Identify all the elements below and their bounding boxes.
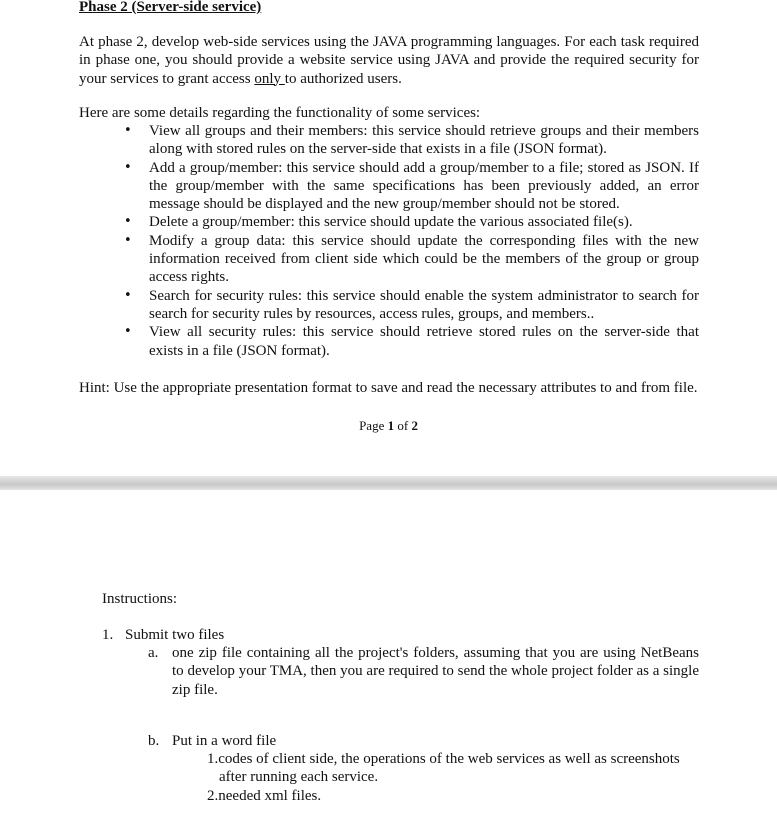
bullet-icon: • bbox=[124, 324, 132, 340]
list-item bbox=[118, 323, 699, 360]
page-word: Page bbox=[359, 418, 385, 433]
bullet-icon: • bbox=[124, 123, 132, 138]
list-item bbox=[118, 232, 699, 287]
hint-paragraph: Hint: Use the appropriate presentation format to save and read the necessary attributes to and from file. bbox=[79, 380, 698, 396]
document-page-2 bbox=[0, 490, 777, 822]
underlined-word: only bbox=[254, 70, 285, 87]
nested-item-text: 1.codes of client side, the operations of the web services as well as screenshots after running each service. bbox=[207, 751, 680, 786]
list-item-text: View all security rules: this service should retrieve stored rules on the server-side that exists in a file (JSON format). bbox=[149, 324, 699, 359]
sub-item-text: one zip file containing all the project's folders, assuming that you are using NetBeans to develop your TMA, then you are required to send the whole project folder as a single zip file. bbox=[172, 645, 699, 698]
nested-item-2: 2.needed xml files. bbox=[207, 788, 322, 804]
list-item bbox=[118, 287, 699, 324]
details-intro: Here are some details regarding the functionality of some services: bbox=[79, 105, 481, 121]
section-heading: Phase 2 (Server-side service) bbox=[79, 0, 262, 15]
sub-item-label: a. bbox=[148, 645, 159, 661]
list-item bbox=[118, 122, 699, 159]
services-list bbox=[118, 122, 699, 360]
list-item-text: Search for security rules: this service should enable the system administrator to search for search for security rules by resources, access rules, groups, and members.. bbox=[149, 287, 699, 322]
nested-item-1 bbox=[207, 750, 699, 787]
page-current: 1 bbox=[387, 418, 395, 433]
page-separator bbox=[0, 476, 777, 490]
instructions-title: Instructions: bbox=[102, 591, 177, 607]
page-of: of bbox=[397, 418, 409, 433]
paragraph-text: At phase 2, develop web-side services using the JAVA programming languages. For each task required in phase one, you should provide a website service using JAVA and provide the required security for your services to grant access bbox=[79, 34, 699, 87]
list-item-text: Delete a group/member: this service should update the various associated file(s). bbox=[149, 214, 633, 231]
list-item bbox=[118, 213, 699, 231]
bullet-icon: • bbox=[124, 287, 132, 303]
paragraph-text-end: to authorized users. bbox=[284, 70, 402, 87]
list-item bbox=[118, 159, 699, 214]
page-total: 2 bbox=[411, 418, 418, 433]
item-text: Submit two files bbox=[125, 627, 225, 643]
sub-item-text: Put in a word file bbox=[172, 733, 277, 749]
item-number: 1. bbox=[102, 627, 114, 643]
list-item-text: Modify a group data: this service should update the corresponding files with the new information received from client side which could be the members of the group or group access rights. bbox=[149, 232, 699, 286]
bullet-icon: • bbox=[124, 232, 132, 248]
instruction-item-1 bbox=[102, 626, 224, 644]
sub-item-b bbox=[148, 732, 276, 750]
intro-paragraph bbox=[79, 33, 699, 88]
sub-item-a bbox=[148, 644, 699, 699]
bullet-icon: • bbox=[124, 214, 132, 230]
sub-item-label: b. bbox=[148, 733, 160, 749]
bullet-icon: • bbox=[124, 159, 132, 175]
list-item-text: View all groups and their members: this service should retrieve groups and their members along with stored rules on the server-side that exists in a file (JSON format). bbox=[149, 123, 699, 158]
list-item-text: Add a group/member: this service should add a group/member to a file; stored as JSON. If the group/member with the same specifications has been previously added, an error message should be displayed and the new group/member should not be stored. bbox=[149, 159, 699, 213]
page-number bbox=[0, 417, 777, 435]
